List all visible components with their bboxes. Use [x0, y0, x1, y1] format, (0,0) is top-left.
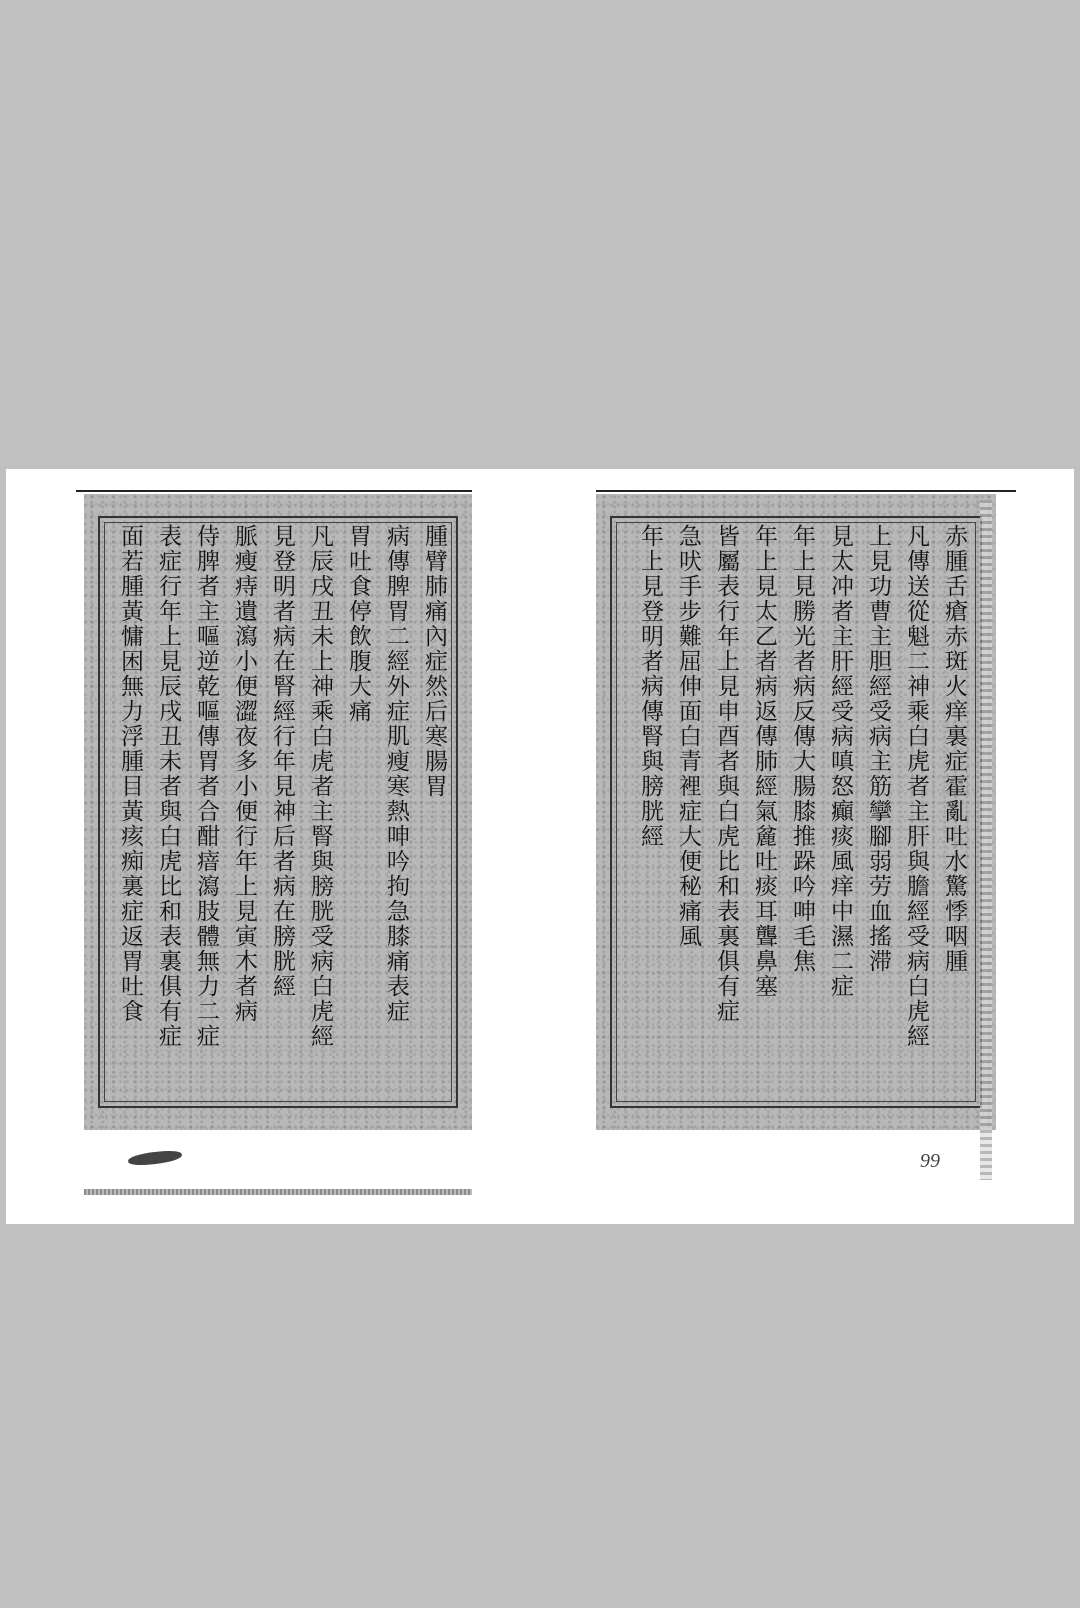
text-column: 病傳脾胃二經外症肌瘦寒熱呻吟拘急膝痛表症 [383, 524, 409, 1024]
text-column: 侍脾者主嘔逆乾嘔傳胃者合酣瘖瀉肢體無力二症 [193, 524, 219, 1049]
page-edge-shadow [980, 500, 992, 1180]
text-column: 年上見勝光者病反傳大腸膝推跺吟呻毛焦 [789, 524, 815, 974]
page-number: 99 [920, 1150, 940, 1172]
text-column: 表症行年上見辰戌丑未者與白虎比和表裏俱有症 [155, 524, 181, 1049]
text-column: 見太冲者主肝經受病嗔怒癲痰風痒中濕二症 [827, 524, 853, 999]
text-column: 上見功曹主胆經受病主筋攣腳弱劳血搖滞 [865, 524, 891, 974]
text-column: 赤腫舌瘡赤斑火痒裏症霍亂吐水驚悸咽腫 [941, 524, 967, 974]
text-column: 凡辰戌丑未上神乘白虎者主腎與膀胱受病白虎經 [307, 524, 333, 1049]
text-column: 胃吐食停飲腹大痛 [345, 524, 371, 724]
text-column: 面若腫黃慵困無力浮腫目黃痎痴裏症返胃吐食 [117, 524, 143, 1024]
right-page [596, 494, 996, 1130]
text-column: 凡傳送從魁二神乘白虎者主肝與膽經受病白虎經 [903, 524, 929, 1049]
text-column: 皆屬表行年上見申酉者與白虎比和表裏俱有症 [713, 524, 739, 1024]
text-column: 年上見太乙者病返傳肺經氣麄吐痰耳聾鼻塞 [751, 524, 777, 999]
text-column: 急吠手步難屈伸面白青裡症大便秘痛風 [675, 524, 701, 949]
text-column: 脈瘦痔遺瀉小便澀夜多小便行年上見寅木者病 [231, 524, 257, 1024]
bottom-edge-noise [84, 1189, 472, 1195]
left-page [84, 494, 472, 1130]
text-column: 腫臂肺痛內症然后寒腸胃 [421, 524, 447, 799]
top-rule-right [596, 490, 1016, 492]
text-column: 年上見登明者病傳腎與膀胱經 [637, 524, 663, 849]
top-rule-left [76, 490, 472, 492]
text-column: 見登明者病在腎經行年見神后者病在膀胱經 [269, 524, 295, 999]
